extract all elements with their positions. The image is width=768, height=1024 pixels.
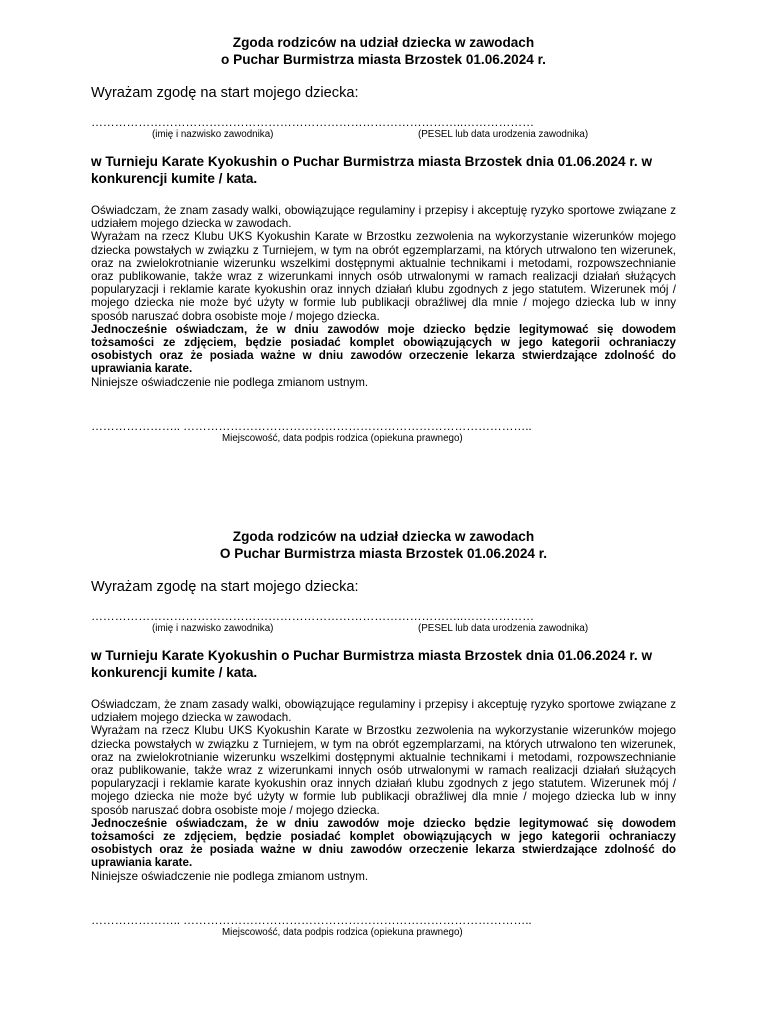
consent-line: Wyrażam zgodę na start mojego dziecka: [91, 579, 359, 595]
declaration-image-rights: Wyrażam na rzecz Klubu UKS Kyokushin Karate w Brzostku zezwolenia na wykorzystanie wizerunków mojego dziecka powstałych w związku z Turniejem, w tym na obrót egzemplarzami, na których utrwalono ten wizerunek, oraz na zwielokrotnianie wizerunku wszelkimi dostępnymi aktualnie technikami i metodami, rozpowszechnianie oraz publikowanie, także wraz z wizerunkami innych osób utrwalonymi w ramach realizacji działań służących popularyzacji i reklamie karate kyokushin oraz innych działań klubu zgodnych z jego statutem. Wizerunek mój / mojego dziecka nie może być użyty w formie lub publikacji obraźliwej dla mnie / mojego dziecka lub w inny sposób naruszać dobra osobiste moje / mojego dziecka. [91, 230, 676, 323]
declaration-body [91, 698, 676, 883]
form-title-line-1: Zgoda rodziców na udział dziecka w zawodach [232, 35, 535, 50]
name-pesel-fill-line[interactable]: …………………………………………………………………………………..……………… [91, 609, 534, 623]
signature-fill-line[interactable]: ………………….. …………………………………………………………………………….. [91, 912, 532, 927]
form-title [91, 528, 676, 562]
signature-hint: Miejscowość, data podpis rodzica (opiekuna prawnego) [222, 432, 463, 444]
consent-form-2 [91, 528, 676, 939]
name-hint: (imię i nazwisko zawodnika) [152, 129, 274, 140]
pesel-hint: (PESEL lub data urodzenia zawodnika) [418, 129, 589, 140]
declaration-rules: Oświadczam, że znam zasady walki, obowiązujące regulaminy i przepisy i akceptuję ryzyko sportowe związane z udziałem mojego dziecka w zawodach. [91, 698, 676, 725]
event-description: w Turnieju Karate Kyokushin o Puchar Burmistrza miasta Brzostek dnia 01.06.2024 r. w konkurencji kumite / kata. [91, 154, 653, 186]
form-title-line-2: o Puchar Burmistrza miasta Brzostek 01.06.2024 r. [221, 52, 546, 67]
field-hints [91, 129, 676, 141]
consent-form-1 [91, 34, 676, 445]
signature-hint: Miejscowość, data podpis rodzica (opiekuna prawnego) [222, 926, 463, 938]
declaration-final: Niniejsze oświadczenie nie podlega zmianom ustnym. [91, 869, 369, 883]
field-hints [91, 623, 676, 635]
declaration-final: Niniejsze oświadczenie nie podlega zmianom ustnym. [91, 375, 369, 389]
declaration-identity: Jednocześnie oświadczam, że w dniu zawodów moje dziecko będzie legitymować się dowodem tożsamości ze zdjęciem, będzie posiadać komplet obowiązujących w jego kategorii ochraniaczy osobistych oraz że posiada ważne w dniu zawodów orzeczenie lekarza stwierdzające zdolność do uprawiania karate. [91, 816, 676, 870]
declaration-body [91, 204, 676, 389]
declaration-identity: Jednocześnie oświadczam, że w dniu zawodów moje dziecko będzie legitymować się dowodem tożsamości ze zdjęciem, będzie posiadać komplet obowiązujących w jego kategorii ochraniaczy osobistych oraz że posiada ważne w dniu zawodów orzeczenie lekarza stwierdzające zdolność do uprawiania karate. [91, 322, 676, 376]
consent-line: Wyrażam zgodę na start mojego dziecka: [91, 85, 359, 101]
pesel-hint: (PESEL lub data urodzenia zawodnika) [418, 623, 589, 634]
event-description: w Turnieju Karate Kyokushin o Puchar Burmistrza miasta Brzostek dnia 01.06.2024 r. w konkurencji kumite / kata. [91, 648, 653, 680]
declaration-rules: Oświadczam, że znam zasady walki, obowiązujące regulaminy i przepisy i akceptuję ryzyko sportowe związane z udziałem mojego dziecka w zawodach. [91, 204, 676, 231]
declaration-image-rights: Wyrażam na rzecz Klubu UKS Kyokushin Karate w Brzostku zezwolenia na wykorzystanie wizerunków mojego dziecka powstałych w związku z Turniejem, w tym na obrót egzemplarzami, na których utrwalono ten wizerunek, oraz na zwielokrotnianie wizerunku wszelkimi dostępnymi aktualnie technikami i metodami, rozpowszechnianie oraz publikowanie, także wraz z wizerunkami innych osób utrwalonymi w ramach realizacji działań służących popularyzacji i reklamie karate kyokushin oraz innych działań klubu zgodnych z jego statutem. Wizerunek mój / mojego dziecka nie może być użyty w formie lub publikacji obraźliwej dla mnie / mojego dziecka lub w inny sposób naruszać dobra osobiste moje / mojego dziecka. [91, 724, 676, 817]
name-pesel-fill-line[interactable]: …………………………………………………………………………………..……………… [91, 115, 534, 129]
signature-fill-line[interactable]: ………………….. …………………………………………………………………………….. [91, 418, 532, 433]
form-title [91, 34, 676, 68]
form-title-line-2: O Puchar Burmistrza miasta Brzostek 01.06.2024 r. [219, 546, 548, 561]
name-hint: (imię i nazwisko zawodnika) [152, 623, 274, 634]
form-title-line-1: Zgoda rodziców na udział dziecka w zawodach [232, 529, 535, 544]
